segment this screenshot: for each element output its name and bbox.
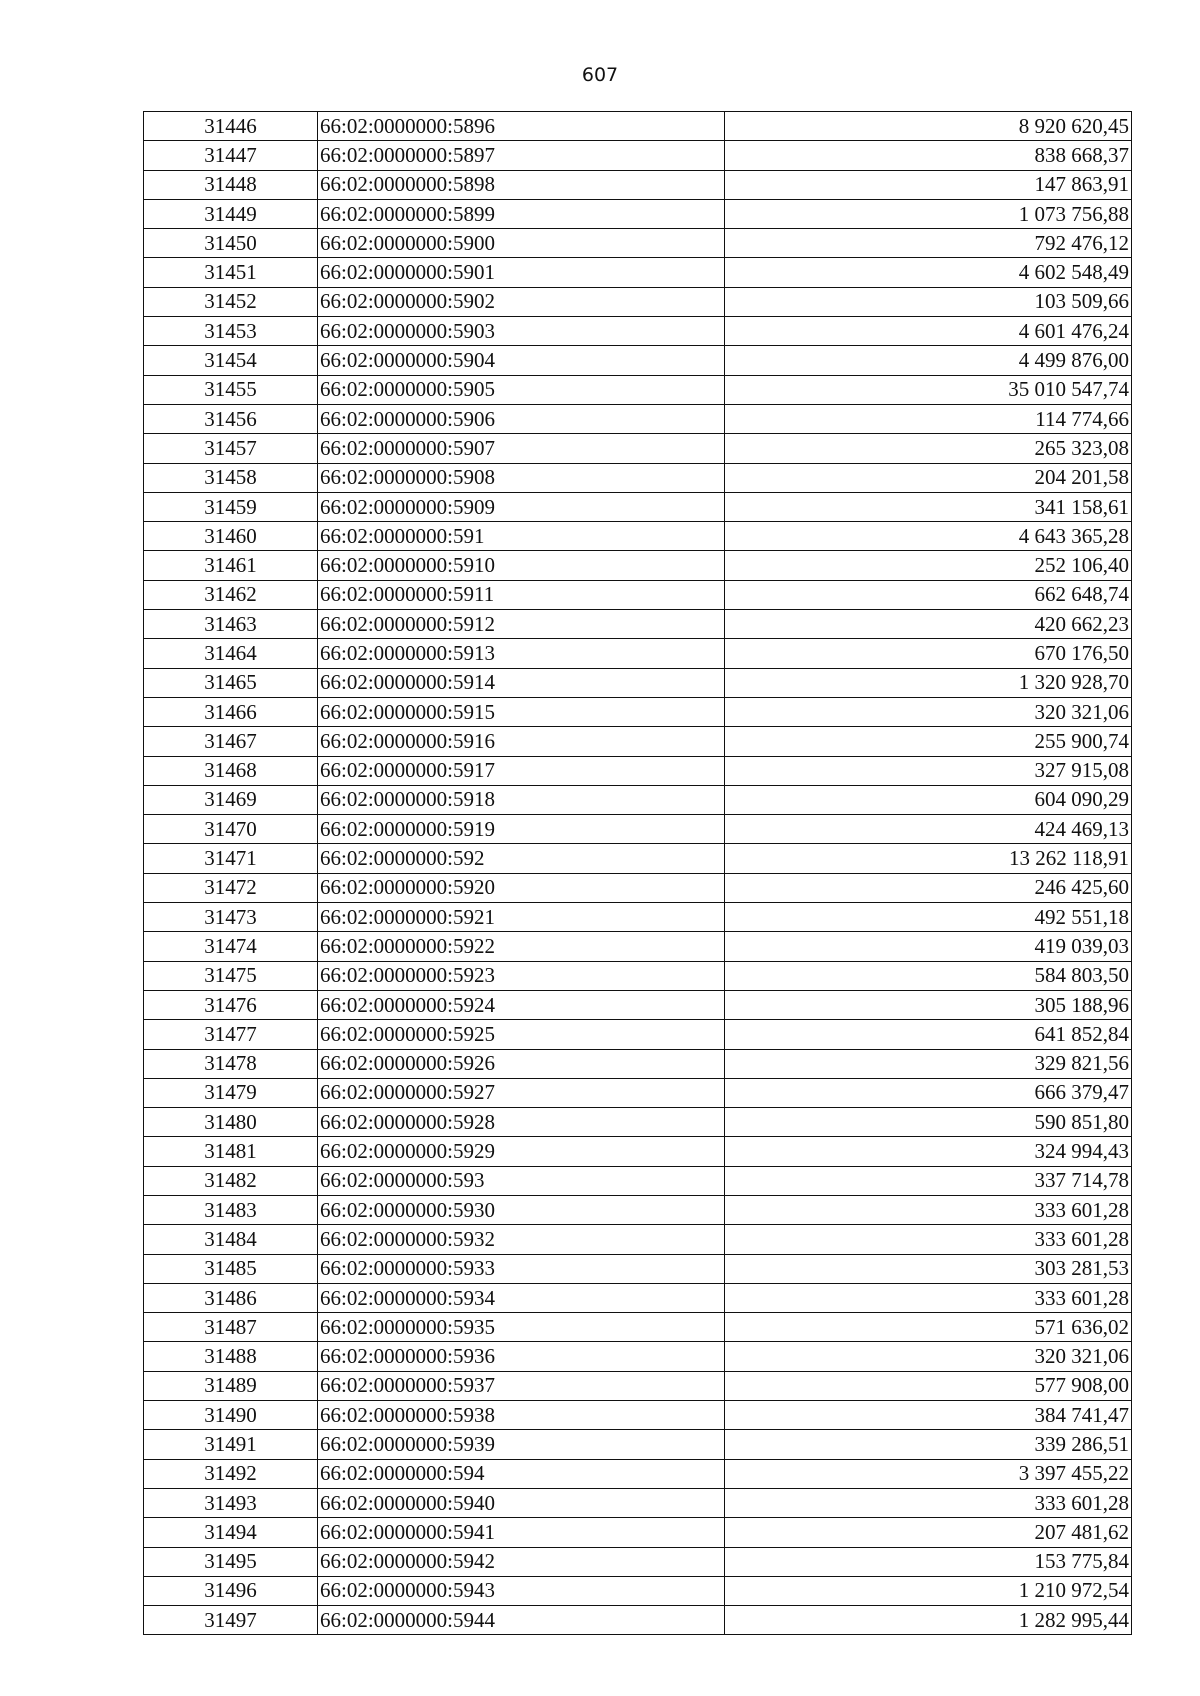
row-number-cell: 31474 bbox=[144, 932, 318, 961]
table-row bbox=[144, 1459, 1132, 1488]
cadastral-number-cell: 66:02:0000000:5897 bbox=[318, 141, 725, 170]
cadastral-value-cell: 333 601,28 bbox=[725, 1283, 1132, 1312]
row-number-cell: 31487 bbox=[144, 1313, 318, 1342]
cadastral-value-cell: 35 010 547,74 bbox=[725, 375, 1132, 404]
cadastral-number-cell: 66:02:0000000:5918 bbox=[318, 785, 725, 814]
table-row bbox=[144, 1547, 1132, 1576]
row-number-cell: 31492 bbox=[144, 1459, 318, 1488]
table-row bbox=[144, 844, 1132, 873]
cadastral-number-cell: 66:02:0000000:5915 bbox=[318, 697, 725, 726]
table-row bbox=[144, 756, 1132, 785]
row-number-cell: 31454 bbox=[144, 346, 318, 375]
row-number-cell: 31470 bbox=[144, 815, 318, 844]
cadastral-value-cell: 114 774,66 bbox=[725, 404, 1132, 433]
cadastral-number-cell: 66:02:0000000:5929 bbox=[318, 1137, 725, 1166]
cadastral-value-cell: 1 320 928,70 bbox=[725, 668, 1132, 697]
cadastral-number-cell: 66:02:0000000:5901 bbox=[318, 258, 725, 287]
cadastral-number-cell: 66:02:0000000:5922 bbox=[318, 932, 725, 961]
row-number-cell: 31461 bbox=[144, 551, 318, 580]
cadastral-value-cell: 384 741,47 bbox=[725, 1401, 1132, 1430]
table-row bbox=[144, 903, 1132, 932]
cadastral-number-cell: 66:02:0000000:5924 bbox=[318, 990, 725, 1019]
row-number-cell: 31463 bbox=[144, 610, 318, 639]
row-number-cell: 31467 bbox=[144, 727, 318, 756]
table-row bbox=[144, 1195, 1132, 1224]
row-number-cell: 31475 bbox=[144, 961, 318, 990]
table-row bbox=[144, 1078, 1132, 1107]
row-number-cell: 31484 bbox=[144, 1225, 318, 1254]
cadastral-number-cell: 66:02:0000000:5941 bbox=[318, 1518, 725, 1547]
table-row bbox=[144, 727, 1132, 756]
cadastral-number-cell: 66:02:0000000:5911 bbox=[318, 580, 725, 609]
table-row bbox=[144, 815, 1132, 844]
row-number-cell: 31496 bbox=[144, 1576, 318, 1605]
cadastral-value-cell: 13 262 118,91 bbox=[725, 844, 1132, 873]
cadastral-number-cell: 66:02:0000000:5927 bbox=[318, 1078, 725, 1107]
cadastral-value-cell: 424 469,13 bbox=[725, 815, 1132, 844]
cadastral-value-cell: 666 379,47 bbox=[725, 1078, 1132, 1107]
row-number-cell: 31480 bbox=[144, 1108, 318, 1137]
cadastral-number-cell: 66:02:0000000:5912 bbox=[318, 610, 725, 639]
row-number-cell: 31489 bbox=[144, 1371, 318, 1400]
table-row bbox=[144, 434, 1132, 463]
cadastral-number-cell: 66:02:0000000:592 bbox=[318, 844, 725, 873]
cadastral-value-cell: 590 851,80 bbox=[725, 1108, 1132, 1137]
row-number-cell: 31451 bbox=[144, 258, 318, 287]
cadastral-value-cell: 419 039,03 bbox=[725, 932, 1132, 961]
cadastral-number-cell: 66:02:0000000:5933 bbox=[318, 1254, 725, 1283]
cadastral-value-cell: 333 601,28 bbox=[725, 1488, 1132, 1517]
row-number-cell: 31452 bbox=[144, 287, 318, 316]
table-row bbox=[144, 404, 1132, 433]
cadastral-value-cell: 320 321,06 bbox=[725, 1342, 1132, 1371]
table-row bbox=[144, 375, 1132, 404]
table-row bbox=[144, 1430, 1132, 1459]
row-number-cell: 31497 bbox=[144, 1606, 318, 1635]
row-number-cell: 31468 bbox=[144, 756, 318, 785]
cadastral-value-cell: 153 775,84 bbox=[725, 1547, 1132, 1576]
table-row bbox=[144, 932, 1132, 961]
row-number-cell: 31448 bbox=[144, 170, 318, 199]
cadastral-number-cell: 66:02:0000000:5930 bbox=[318, 1195, 725, 1224]
table-row bbox=[144, 1606, 1132, 1635]
cadastral-number-cell: 66:02:0000000:5920 bbox=[318, 873, 725, 902]
table-row bbox=[144, 1371, 1132, 1400]
row-number-cell: 31495 bbox=[144, 1547, 318, 1576]
cadastral-value-cell: 255 900,74 bbox=[725, 727, 1132, 756]
row-number-cell: 31465 bbox=[144, 668, 318, 697]
cadastral-number-cell: 66:02:0000000:5928 bbox=[318, 1108, 725, 1137]
row-number-cell: 31447 bbox=[144, 141, 318, 170]
cadastral-number-cell: 66:02:0000000:5936 bbox=[318, 1342, 725, 1371]
table-row bbox=[144, 639, 1132, 668]
cadastral-number-cell: 66:02:0000000:5907 bbox=[318, 434, 725, 463]
cadastral-value-cell: 662 648,74 bbox=[725, 580, 1132, 609]
cadastral-value-cell: 252 106,40 bbox=[725, 551, 1132, 580]
cadastral-number-cell: 66:02:0000000:5939 bbox=[318, 1430, 725, 1459]
cadastral-value-cell: 420 662,23 bbox=[725, 610, 1132, 639]
table-row bbox=[144, 170, 1132, 199]
row-number-cell: 31456 bbox=[144, 404, 318, 433]
cadastral-value-cell: 3 397 455,22 bbox=[725, 1459, 1132, 1488]
cadastral-value-cell: 329 821,56 bbox=[725, 1049, 1132, 1078]
cadastral-value-cell: 492 551,18 bbox=[725, 903, 1132, 932]
table-row bbox=[144, 580, 1132, 609]
cadastral-value-cell: 333 601,28 bbox=[725, 1195, 1132, 1224]
table-row bbox=[144, 463, 1132, 492]
cadastral-value-cell: 604 090,29 bbox=[725, 785, 1132, 814]
cadastral-number-cell: 66:02:0000000:5935 bbox=[318, 1313, 725, 1342]
cadastral-number-cell: 66:02:0000000:5919 bbox=[318, 815, 725, 844]
table-row bbox=[144, 287, 1132, 316]
row-number-cell: 31493 bbox=[144, 1488, 318, 1517]
cadastral-number-cell: 66:02:0000000:591 bbox=[318, 522, 725, 551]
row-number-cell: 31490 bbox=[144, 1401, 318, 1430]
row-number-cell: 31483 bbox=[144, 1195, 318, 1224]
cadastral-number-cell: 66:02:0000000:5913 bbox=[318, 639, 725, 668]
cadastral-value-cell: 1 210 972,54 bbox=[725, 1576, 1132, 1605]
row-number-cell: 31477 bbox=[144, 1020, 318, 1049]
row-number-cell: 31494 bbox=[144, 1518, 318, 1547]
table-row bbox=[144, 610, 1132, 639]
cadastral-number-cell: 66:02:0000000:5932 bbox=[318, 1225, 725, 1254]
row-number-cell: 31464 bbox=[144, 639, 318, 668]
row-number-cell: 31488 bbox=[144, 1342, 318, 1371]
cadastral-number-cell: 66:02:0000000:5925 bbox=[318, 1020, 725, 1049]
table-row bbox=[144, 199, 1132, 228]
row-number-cell: 31478 bbox=[144, 1049, 318, 1078]
table-row bbox=[144, 1166, 1132, 1195]
table-row bbox=[144, 141, 1132, 170]
cadastral-number-cell: 66:02:0000000:5926 bbox=[318, 1049, 725, 1078]
row-number-cell: 31457 bbox=[144, 434, 318, 463]
table-row bbox=[144, 1488, 1132, 1517]
table-row bbox=[144, 551, 1132, 580]
cadastral-number-cell: 66:02:0000000:5944 bbox=[318, 1606, 725, 1635]
cadastral-number-cell: 66:02:0000000:5917 bbox=[318, 756, 725, 785]
table-row bbox=[144, 697, 1132, 726]
cadastral-value-cell: 4 499 876,00 bbox=[725, 346, 1132, 375]
row-number-cell: 31466 bbox=[144, 697, 318, 726]
table-body bbox=[144, 112, 1132, 1635]
cadastral-value-cell: 339 286,51 bbox=[725, 1430, 1132, 1459]
cadastral-number-cell: 66:02:0000000:5943 bbox=[318, 1576, 725, 1605]
table-row bbox=[144, 1576, 1132, 1605]
table-row bbox=[144, 1254, 1132, 1283]
cadastral-number-cell: 66:02:0000000:5923 bbox=[318, 961, 725, 990]
cadastral-value-table bbox=[143, 111, 1132, 1635]
cadastral-value-cell: 8 920 620,45 bbox=[725, 112, 1132, 141]
cadastral-value-cell: 577 908,00 bbox=[725, 1371, 1132, 1400]
cadastral-number-cell: 66:02:0000000:5906 bbox=[318, 404, 725, 433]
row-number-cell: 31485 bbox=[144, 1254, 318, 1283]
cadastral-number-cell: 66:02:0000000:5904 bbox=[318, 346, 725, 375]
row-number-cell: 31491 bbox=[144, 1430, 318, 1459]
table-row bbox=[144, 1518, 1132, 1547]
table-row bbox=[144, 492, 1132, 521]
table-row bbox=[144, 1283, 1132, 1312]
cadastral-value-cell: 792 476,12 bbox=[725, 229, 1132, 258]
cadastral-number-cell: 66:02:0000000:5916 bbox=[318, 727, 725, 756]
cadastral-value-cell: 103 509,66 bbox=[725, 287, 1132, 316]
cadastral-number-cell: 66:02:0000000:5914 bbox=[318, 668, 725, 697]
cadastral-number-cell: 66:02:0000000:5902 bbox=[318, 287, 725, 316]
table-row bbox=[144, 112, 1132, 141]
row-number-cell: 31458 bbox=[144, 463, 318, 492]
cadastral-number-cell: 66:02:0000000:5900 bbox=[318, 229, 725, 258]
table-row bbox=[144, 258, 1132, 287]
table-row bbox=[144, 873, 1132, 902]
row-number-cell: 31449 bbox=[144, 199, 318, 228]
cadastral-value-cell: 670 176,50 bbox=[725, 639, 1132, 668]
table-row bbox=[144, 522, 1132, 551]
cadastral-value-cell: 327 915,08 bbox=[725, 756, 1132, 785]
cadastral-number-cell: 66:02:0000000:594 bbox=[318, 1459, 725, 1488]
table-row bbox=[144, 1313, 1132, 1342]
table-row bbox=[144, 668, 1132, 697]
table-row bbox=[144, 1108, 1132, 1137]
cadastral-value-cell: 337 714,78 bbox=[725, 1166, 1132, 1195]
cadastral-value-cell: 341 158,61 bbox=[725, 492, 1132, 521]
cadastral-value-cell: 4 643 365,28 bbox=[725, 522, 1132, 551]
cadastral-number-cell: 66:02:0000000:5898 bbox=[318, 170, 725, 199]
cadastral-number-cell: 66:02:0000000:5938 bbox=[318, 1401, 725, 1430]
cadastral-value-cell: 333 601,28 bbox=[725, 1225, 1132, 1254]
table-row bbox=[144, 1342, 1132, 1371]
cadastral-value-cell: 320 321,06 bbox=[725, 697, 1132, 726]
cadastral-value-cell: 4 602 548,49 bbox=[725, 258, 1132, 287]
cadastral-number-cell: 66:02:0000000:5921 bbox=[318, 903, 725, 932]
table-row bbox=[144, 346, 1132, 375]
cadastral-value-cell: 204 201,58 bbox=[725, 463, 1132, 492]
cadastral-number-cell: 66:02:0000000:5896 bbox=[318, 112, 725, 141]
cadastral-value-cell: 4 601 476,24 bbox=[725, 317, 1132, 346]
table-row bbox=[144, 961, 1132, 990]
cadastral-value-cell: 207 481,62 bbox=[725, 1518, 1132, 1547]
cadastral-value-cell: 303 281,53 bbox=[725, 1254, 1132, 1283]
cadastral-value-cell: 147 863,91 bbox=[725, 170, 1132, 199]
cadastral-number-cell: 66:02:0000000:5909 bbox=[318, 492, 725, 521]
cadastral-number-cell: 66:02:0000000:5903 bbox=[318, 317, 725, 346]
row-number-cell: 31462 bbox=[144, 580, 318, 609]
table-row bbox=[144, 1225, 1132, 1254]
row-number-cell: 31482 bbox=[144, 1166, 318, 1195]
row-number-cell: 31472 bbox=[144, 873, 318, 902]
cadastral-value-cell: 246 425,60 bbox=[725, 873, 1132, 902]
cadastral-number-cell: 66:02:0000000:593 bbox=[318, 1166, 725, 1195]
cadastral-number-cell: 66:02:0000000:5905 bbox=[318, 375, 725, 404]
cadastral-number-cell: 66:02:0000000:5942 bbox=[318, 1547, 725, 1576]
cadastral-value-cell: 1 282 995,44 bbox=[725, 1606, 1132, 1635]
row-number-cell: 31453 bbox=[144, 317, 318, 346]
row-number-cell: 31450 bbox=[144, 229, 318, 258]
table-row bbox=[144, 1049, 1132, 1078]
cadastral-value-cell: 641 852,84 bbox=[725, 1020, 1132, 1049]
row-number-cell: 31446 bbox=[144, 112, 318, 141]
table-row bbox=[144, 317, 1132, 346]
table-row bbox=[144, 229, 1132, 258]
table-row bbox=[144, 1137, 1132, 1166]
cadastral-value-cell: 324 994,43 bbox=[725, 1137, 1132, 1166]
row-number-cell: 31455 bbox=[144, 375, 318, 404]
row-number-cell: 31471 bbox=[144, 844, 318, 873]
cadastral-number-cell: 66:02:0000000:5908 bbox=[318, 463, 725, 492]
cadastral-number-cell: 66:02:0000000:5940 bbox=[318, 1488, 725, 1517]
cadastral-value-cell: 571 636,02 bbox=[725, 1313, 1132, 1342]
table-row bbox=[144, 1020, 1132, 1049]
table-row bbox=[144, 785, 1132, 814]
row-number-cell: 31481 bbox=[144, 1137, 318, 1166]
row-number-cell: 31459 bbox=[144, 492, 318, 521]
cadastral-value-cell: 838 668,37 bbox=[725, 141, 1132, 170]
cadastral-value-cell: 305 188,96 bbox=[725, 990, 1132, 1019]
cadastral-number-cell: 66:02:0000000:5910 bbox=[318, 551, 725, 580]
table-row bbox=[144, 1401, 1132, 1430]
row-number-cell: 31476 bbox=[144, 990, 318, 1019]
page-number: 607 bbox=[581, 64, 619, 86]
row-number-cell: 31460 bbox=[144, 522, 318, 551]
row-number-cell: 31469 bbox=[144, 785, 318, 814]
cadastral-number-cell: 66:02:0000000:5899 bbox=[318, 199, 725, 228]
cadastral-number-cell: 66:02:0000000:5937 bbox=[318, 1371, 725, 1400]
row-number-cell: 31479 bbox=[144, 1078, 318, 1107]
row-number-cell: 31486 bbox=[144, 1283, 318, 1312]
cadastral-value-cell: 265 323,08 bbox=[725, 434, 1132, 463]
cadastral-number-cell: 66:02:0000000:5934 bbox=[318, 1283, 725, 1312]
cadastral-value-cell: 584 803,50 bbox=[725, 961, 1132, 990]
cadastral-value-cell: 1 073 756,88 bbox=[725, 199, 1132, 228]
row-number-cell: 31473 bbox=[144, 903, 318, 932]
table-row bbox=[144, 990, 1132, 1019]
